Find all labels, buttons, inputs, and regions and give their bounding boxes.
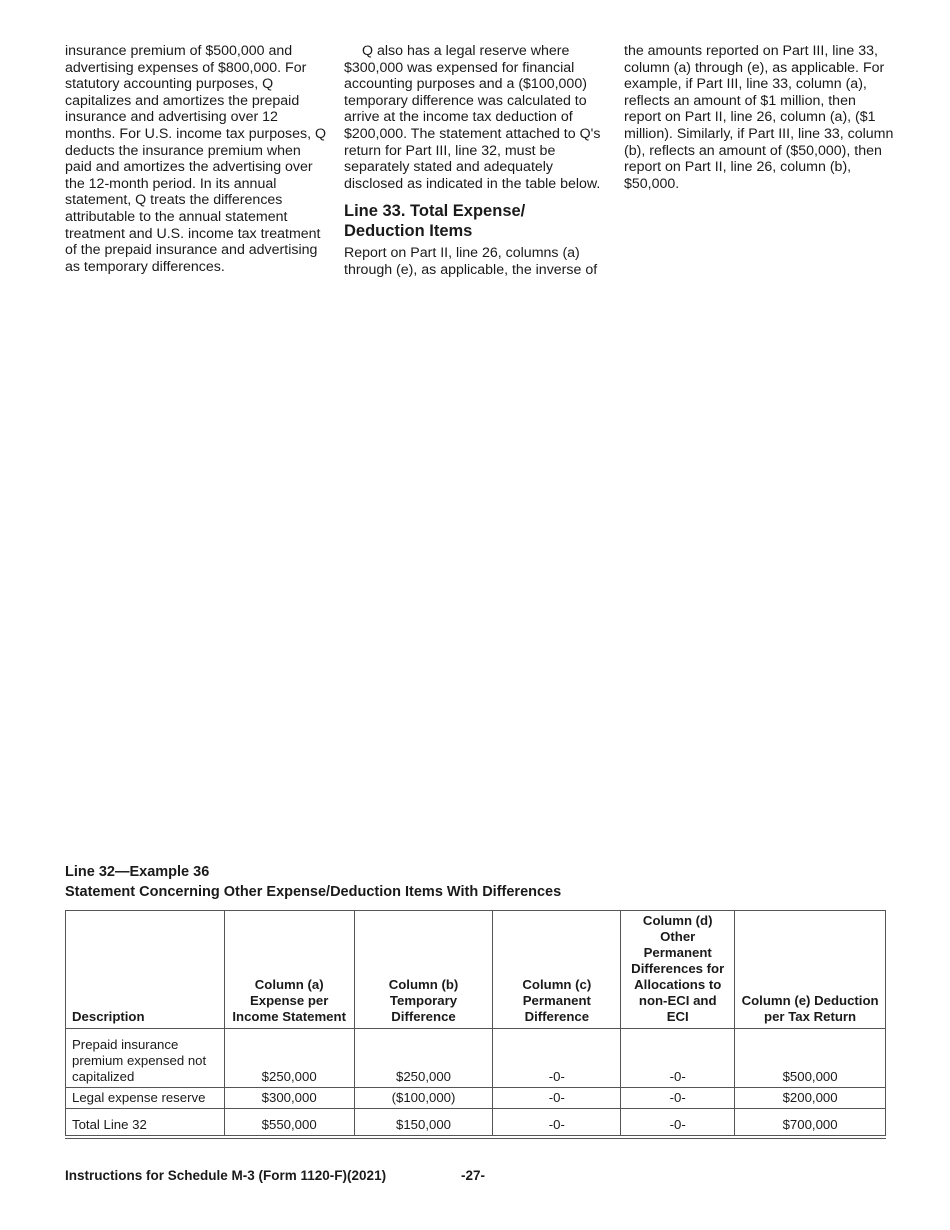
body-paragraph: the amounts reported on Part III, line 33, column (a) through (e), as applicable. For example, if Part III, line 33, column (a), reflects an amount of $1 million, then report on Part II, line 26, column (a), ($1 million). Similarly, if Part III, line 33, column (b), reflects an amount of ($50,000), then report on Part II, line 26, column (b), $50,000.	[624, 43, 894, 192]
table-row	[66, 1088, 886, 1109]
column-header: Column (a) Expense per Income Statement	[224, 911, 354, 1029]
table-cell: $250,000	[354, 1029, 493, 1088]
table-cell: $300,000	[224, 1088, 354, 1109]
table-row	[66, 1029, 886, 1088]
table-total-row	[66, 1109, 886, 1138]
table-cell: $250,000	[224, 1029, 354, 1088]
body-paragraph: Q also has a legal reserve where $300,000 was expensed for financial accounting purposes and a ($100,000) temporary difference was calculated to arrive at the income tax deduction of $200,000. The statement attached to Q's return for Part III, line 32, must be separately stated and adequately disclosed as indicated in the table below.	[344, 43, 601, 192]
table-cell: Prepaid insurance premium expensed not capitalized	[66, 1029, 225, 1088]
table-title-line: Statement Concerning Other Expense/Deduction Items With Differences	[65, 884, 562, 900]
section-heading: Line 33. Total Expense/ Deduction Items	[344, 202, 526, 240]
column-header: Column (e) Deduction per Tax Return	[735, 911, 886, 1029]
table-cell: Total Line 32	[66, 1109, 225, 1138]
column-header: Column (b) Temporary Difference	[354, 911, 493, 1029]
table-cell: ($100,000)	[354, 1088, 493, 1109]
table-cell: -0-	[493, 1088, 621, 1109]
table-cell: $700,000	[735, 1109, 886, 1138]
table-cell: -0-	[621, 1088, 735, 1109]
table-cell: -0-	[493, 1109, 621, 1138]
table-cell: $200,000	[735, 1088, 886, 1109]
table-cell: $550,000	[224, 1109, 354, 1138]
table-cell: $500,000	[735, 1029, 886, 1088]
table-title	[65, 862, 561, 902]
footer-form-title: Instructions for Schedule M-3 (Form 1120-F)(2021)	[65, 1168, 387, 1183]
table-title-line: Line 32—Example 36	[65, 864, 210, 880]
table-cell: -0-	[493, 1029, 621, 1088]
text-column-2	[344, 43, 609, 279]
body-paragraph: Report on Part II, line 26, columns (a) through (e), as applicable, the inverse of	[344, 245, 598, 278]
column-header: Column (c) Permanent Difference	[493, 911, 621, 1029]
column-header: Description	[66, 911, 225, 1029]
page-number: -27-	[461, 1168, 486, 1183]
table-cell: $150,000	[354, 1109, 493, 1138]
table-cell: -0-	[621, 1029, 735, 1088]
table-cell: -0-	[621, 1109, 735, 1138]
text-column-3	[624, 43, 894, 192]
statement-table	[65, 910, 886, 1139]
body-paragraph: insurance premium of $500,000 and advertising expenses of $800,000. For statutory accounting purposes, Q capitalizes and amortizes the prepaid insurance and advertising over 12 months. For U.S. income tax purposes, Q deducts the insurance premium when paid and amortizes the advertising over the 12-month period. In its annual statement, Q treats the differences attributable to the annual statement treatment and U.S. income tax treatment of the prepaid insurance and advertising as temporary differences.	[65, 43, 326, 275]
table-header-row	[66, 911, 886, 1029]
column-header: Column (d) Other Permanent Differences for Allocations to non-ECI and ECI	[621, 911, 735, 1029]
table-cell: Legal expense reserve	[66, 1088, 225, 1109]
text-column-1	[65, 43, 330, 275]
